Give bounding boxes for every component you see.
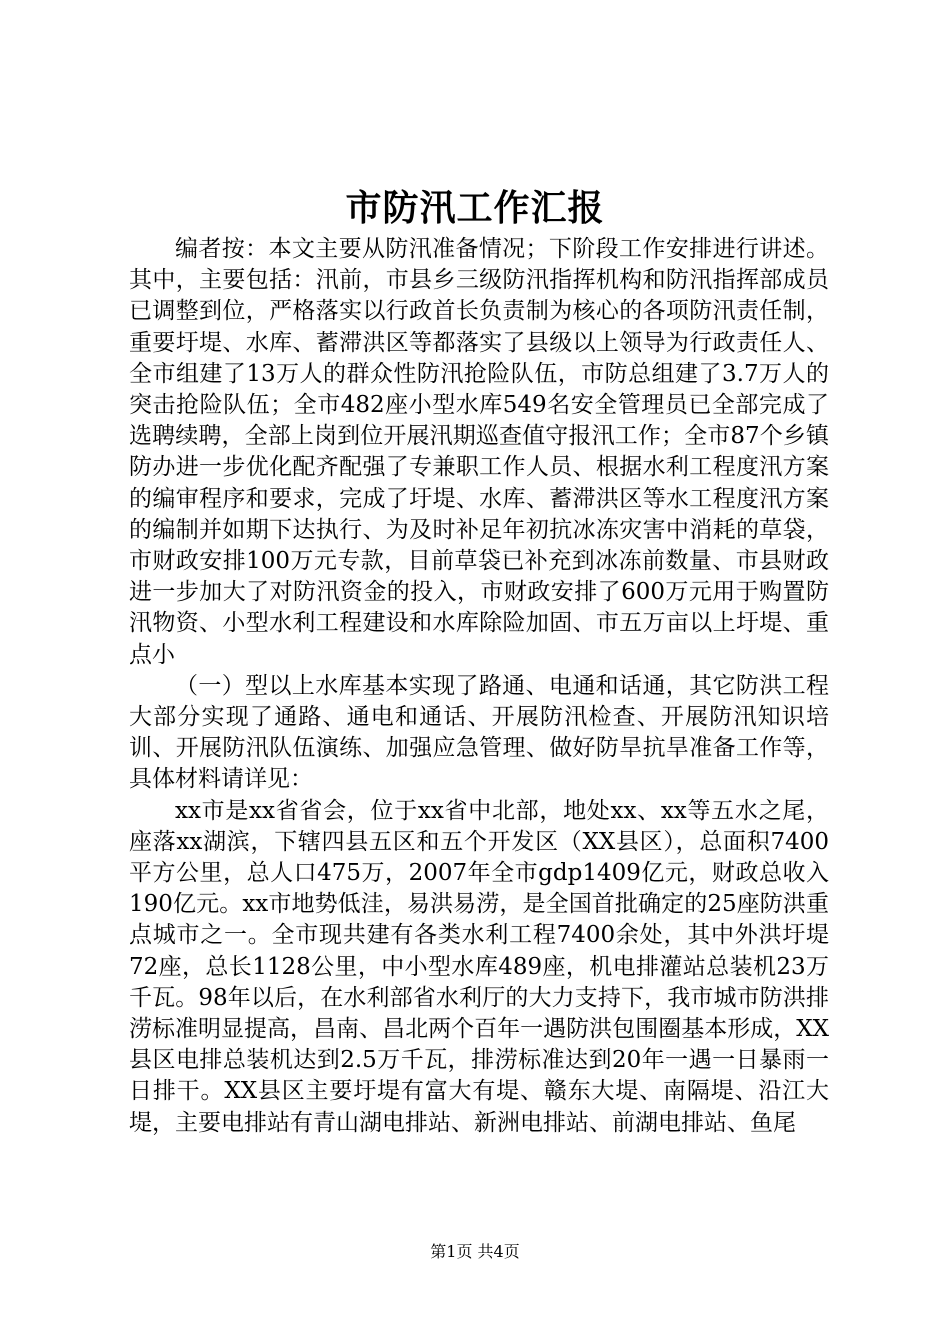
page-number-footer: 第1页 共4页 [430, 1242, 520, 1261]
document-body [129, 234, 829, 1139]
paragraph-editor-note: 编者按：本文主要从防汛准备情况；下阶段工作安排进行讲述。其中，主要包括：汛前，市县乡三级防汛指挥机构和防汛指挥部成员已调整到位，严格落实以行政首长负责制为核心的各项防汛责任制，重要圩堤、水库、蓄滞洪区等都落实了县级以上领导为行政责任人、全市组建了13万人的群众性防汛抢险队伍，市防总组建了3.7万人的突击抢险队伍；全市482座小型水库549名安全管理员已全部完成了选聘续聘，全部上岗到位开展汛期巡查值守报汛工作；全市87个乡镇防办进一步优化配齐配强了专兼职工作人员、根据水利工程度汛方案的编审程序和要求，完成了圩堤、水库、蓄滞洪区等水工程度汛方案的编制并如期下达执行、为及时补足年初抗冰冻灾害中消耗的草袋，市财政安排100万元专款，目前草袋已补充到冰冻前数量、市县财政进一步加大了对防汛资金的投入，市财政安排了600万元用于购置防汛物资、小型水利工程建设和水库除险加固、市五万亩以上圩堤、重点小 [129, 236, 829, 668]
document-title: 市防汛工作汇报 [345, 187, 605, 229]
paragraph-city-overview: xx市是xx省省会，位于xx省中北部，地处xx、xx等五水之尾，座落xx湖滨，下辖四县五区和五个开发区（XX县区），总面积7400平方公里，总人口475万，2007年全市gdp1409亿元，财政总收入190亿元。xx市地势低洼，易洪易涝，是全国首批确定的25座防洪重点城市之一。全市现共建有各类水利工程7400余处，其中外洪圩堤72座，总长1128公里，中小型水库489座，机电排灌站总装机23万千瓦。98年以后，在水利部省水利厅的大力支持下，我市城市防洪排涝标准明显提高，昌南、昌北两个百年一遇防洪包围圈基本形成，XX县区电排总装机达到2.5万千瓦，排涝标准达到20年一遇一日暴雨一日排干。XX县区主要圩堤有富大有堤、赣东大堤、南隔堤、沿江大堤，主要电排站有青山湖电排站、新洲电排站、前湖电排站、鱼尾 [129, 797, 829, 1136]
paragraph-section-one: （一）型以上水库基本实现了路通、电通和话通，其它防洪工程大部分实现了通路、通电和通话、开展防汛检查、开展防汛知识培训、开展防汛队伍演练、加强应急管理、做好防旱抗旱准备工作等，具体材料请详见： [129, 672, 829, 793]
